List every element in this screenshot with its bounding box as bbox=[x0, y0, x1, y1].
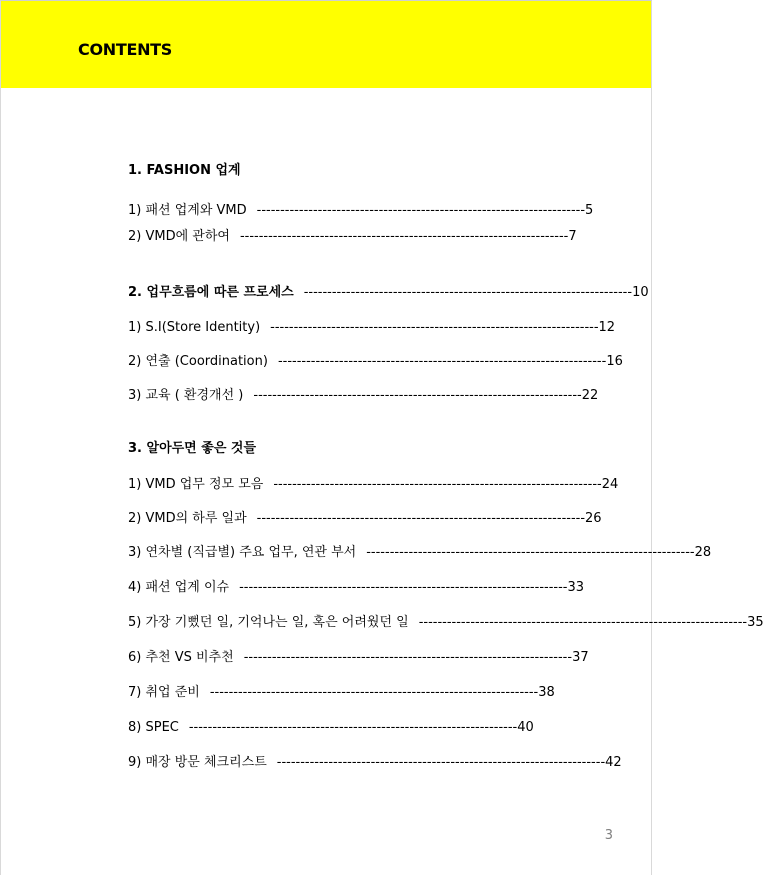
dot-leader: ---------------------------------------------------------------------- bbox=[239, 229, 569, 244]
toc-item-label: 3) 교육 ( 환경개선 ) bbox=[128, 388, 244, 403]
dot-leader: ---------------------------------------------------------------------- bbox=[273, 477, 602, 492]
toc-item[interactable] bbox=[128, 648, 589, 668]
page-title: CONTENTS bbox=[78, 40, 173, 59]
toc-section-1[interactable] bbox=[128, 161, 510, 181]
toc-item[interactable] bbox=[128, 352, 623, 372]
dot-leader: ---------------------------------------------------------------------- bbox=[239, 580, 568, 595]
toc-item[interactable] bbox=[128, 753, 622, 773]
toc-section-title: 3. 알아두면 좋은 것들 bbox=[128, 441, 257, 456]
toc-item-label: 1) S.I(Store Identity) bbox=[128, 320, 261, 335]
toc-item-page: 5 bbox=[585, 203, 594, 218]
dot-leader: ---------------------------------------------------------------------- bbox=[256, 511, 586, 526]
toc-item-page: 35 bbox=[747, 615, 764, 630]
toc-item-label: 6) 추천 VS 비추천 bbox=[128, 650, 234, 665]
toc-item-label: 3) 연차별 (직급별) 주요 업무, 연관 부서 bbox=[128, 545, 357, 560]
toc-section-page: 10 bbox=[632, 285, 649, 300]
page-number: 3 bbox=[604, 828, 613, 843]
dot-leader: ---------------------------------------------------------------------- bbox=[276, 755, 606, 770]
toc-item-label: 1) 패션 업계와 VMD bbox=[128, 203, 247, 218]
dot-leader: ---------------------------------------------------------------------- bbox=[418, 615, 748, 630]
dot-leader: ---------------------------------------------------------------------- bbox=[253, 388, 582, 403]
toc-item-label: 2) VMD에 관하여 bbox=[128, 229, 230, 244]
toc-item[interactable] bbox=[128, 227, 577, 247]
toc-item-page: 28 bbox=[694, 545, 712, 560]
toc-item[interactable] bbox=[128, 543, 712, 563]
toc-section-title: 1. FASHION 업계 bbox=[128, 163, 241, 178]
toc-section-2[interactable] bbox=[128, 283, 649, 303]
dot-leader: ---------------------------------------------------------------------- bbox=[366, 545, 695, 560]
toc-item[interactable] bbox=[128, 613, 764, 633]
toc-item-page: 37 bbox=[572, 650, 589, 665]
toc-item[interactable] bbox=[128, 578, 585, 598]
dot-leader: ---------------------------------------------------------------------- bbox=[256, 203, 586, 218]
toc-item-label: 9) 매장 방문 체크리스트 bbox=[128, 755, 267, 770]
toc-item[interactable] bbox=[128, 475, 619, 495]
toc-item-page: 22 bbox=[581, 388, 599, 403]
toc-item[interactable] bbox=[128, 318, 616, 338]
toc-item-label: 7) 취업 준비 bbox=[128, 685, 200, 700]
dot-leader: ---------------------------------------------------------------------- bbox=[188, 720, 518, 735]
toc-item-page: 26 bbox=[585, 511, 602, 526]
toc-item-page: 33 bbox=[567, 580, 585, 595]
toc-item-page: 24 bbox=[601, 477, 619, 492]
dot-leader: ---------------------------------------------------------------------- bbox=[303, 285, 633, 300]
toc-item-page: 7 bbox=[568, 229, 577, 244]
toc-item-label: 1) VMD 업무 정모 모음 bbox=[128, 477, 264, 492]
toc-item[interactable] bbox=[128, 201, 594, 221]
toc-item-label: 5) 가장 기뻤던 일, 기억나는 일, 혹은 어려웠던 일 bbox=[128, 615, 409, 630]
toc-item-page: 38 bbox=[538, 685, 555, 700]
toc-item-page: 40 bbox=[517, 720, 534, 735]
toc-item[interactable] bbox=[128, 718, 534, 738]
toc-item-page: 16 bbox=[606, 354, 623, 369]
toc-item[interactable] bbox=[128, 683, 555, 703]
dot-leader: ---------------------------------------------------------------------- bbox=[209, 685, 539, 700]
toc-item-label: 8) SPEC bbox=[128, 720, 179, 735]
toc-item[interactable] bbox=[128, 509, 602, 529]
dot-leader: ---------------------------------------------------------------------- bbox=[277, 354, 607, 369]
toc-item-label: 4) 패션 업계 이슈 bbox=[128, 580, 230, 595]
toc-item-label: 2) VMD의 하루 일과 bbox=[128, 511, 247, 526]
dot-leader: ---------------------------------------------------------------------- bbox=[243, 650, 573, 665]
toc-item-label: 2) 연출 (Coordination) bbox=[128, 354, 268, 369]
toc-item-page: 42 bbox=[605, 755, 622, 770]
toc-item-page: 12 bbox=[598, 320, 616, 335]
toc-section-3[interactable] bbox=[128, 439, 510, 459]
toc-section-title: 2. 업무흐름에 따른 프로세스 bbox=[128, 285, 294, 300]
toc-item[interactable] bbox=[128, 386, 599, 406]
dot-leader: ---------------------------------------------------------------------- bbox=[270, 320, 599, 335]
